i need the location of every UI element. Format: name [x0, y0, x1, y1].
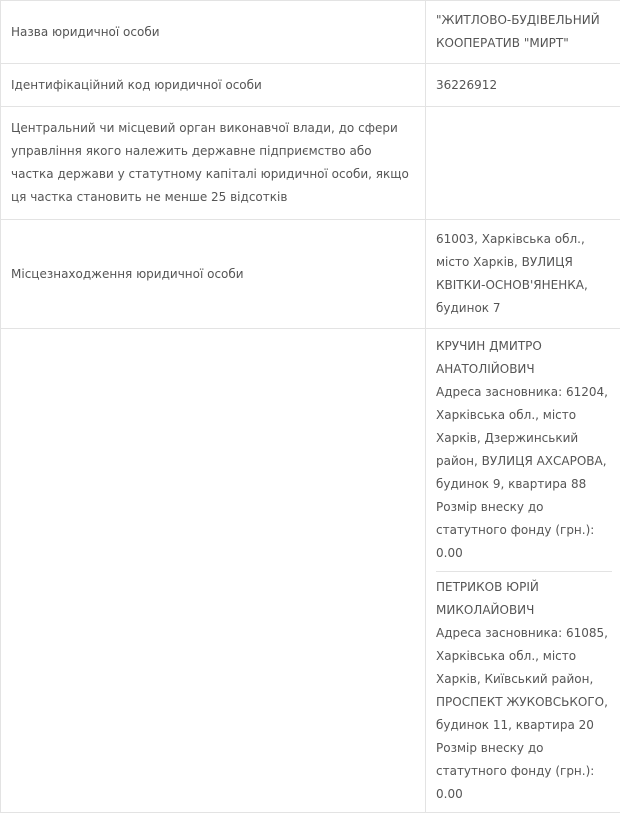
- founder-address: Адреса засновника: 61085, Харківська обл., місто Харків, Київський район, ПРОСПЕКТ ЖУКОВСЬКОГО, будинок 11, квартира 20: [436, 622, 612, 737]
- table-row-name: [1, 1, 620, 64]
- founder-entry: [436, 329, 612, 571]
- founders-label: [1, 329, 426, 813]
- governing-authority-label-text: Центральний чи місцевий орган виконавчої влади, до сфери управління якого належить державне підприємство або частка держави у статутному капіталі юридичної особи, якщо ця частка становить не менше 25 відсотків: [11, 113, 415, 213]
- location-value: 61003, Харківська обл., місто Харків, ВУЛИЦЯ КВІТКИ-ОСНОВ'ЯНЕНКА, будинок 7: [426, 220, 620, 329]
- governing-authority-label: [1, 107, 426, 220]
- table-row-location: [1, 220, 620, 329]
- founder-contribution: Розмір внеску до статутного фонду (грн.): 0.00: [436, 496, 612, 565]
- identification-code-value: 36226912: [426, 64, 620, 107]
- table-row-authority: [1, 107, 620, 220]
- founder-address: Адреса засновника: 61204, Харківська обл., місто Харків, Дзержинський район, ВУЛИЦЯ АХСАРОВА, будинок 9, квартира 88: [436, 381, 612, 496]
- founders-value: [426, 329, 620, 813]
- founder-contribution: Розмір внеску до статутного фонду (грн.): 0.00: [436, 737, 612, 806]
- identification-code-label: Ідентифікаційний код юридичної особи: [1, 64, 426, 107]
- founder-entry: [436, 571, 612, 812]
- location-label: Місцезнаходження юридичної особи: [1, 220, 426, 329]
- founder-name: КРУЧИН ДМИТРО АНАТОЛІЙОВИЧ: [436, 335, 612, 381]
- legal-entity-name-label: Назва юридичної особи: [1, 1, 426, 64]
- legal-entity-name-value: "ЖИТЛОВО-БУДІВЕЛЬНИЙ КООПЕРАТИВ "МИРТ": [426, 1, 620, 64]
- table-row-code: [1, 64, 620, 107]
- governing-authority-value: [426, 107, 620, 220]
- founder-name: ПЕТРИКОВ ЮРІЙ МИКОЛАЙОВИЧ: [436, 576, 612, 622]
- table-row-founders: [1, 329, 620, 813]
